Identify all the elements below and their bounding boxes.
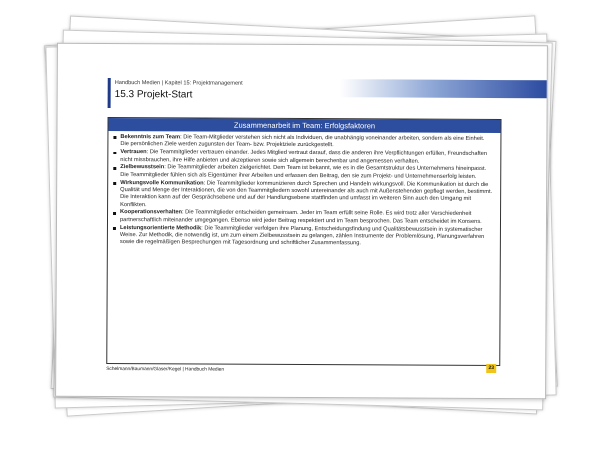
page-number-badge: 23 xyxy=(486,364,496,373)
item-term: Vertrauen xyxy=(120,149,147,156)
item-term: Zielbewusstsein xyxy=(120,164,165,171)
item-text: : Die Teammitglieder verfolgen ihre Planung, Entscheidungsfindung und Qualitätsbewusstsein in systematischer Weise. Zur Methodik, die notwendig ist, um zum einem Zielbewusstsein zu gelangen, zählen Instrumente der Problemlösung, Planungsverfahren sowie die regelmäßigen Besprechungen mit Tagesordnung und schriftlicher Zusammenfassung. xyxy=(119,225,485,247)
item-term: Wirkungsvolle Kommunikation xyxy=(120,179,204,187)
list-item xyxy=(120,164,493,181)
item-text: : Die Team-Mitglieder verstehen sich nicht als Individuen, die unabhängig voneinander arbeiten, sondern als eine Einheit. Die persönlichen Ziele werden zugunsten der Team- bzw. Projektziele zurückgestellt. xyxy=(120,134,485,149)
bullet-icon xyxy=(113,182,116,185)
bullet-icon xyxy=(113,152,116,155)
item-text: : Die Teammitglieder kommunizieren durch Sprechen und Handeln wirkungsvoll. Die Kommunikation ist durch die Qualität und Menge der Interaktionen, die von den Teammitgliedern sowohl untereinander als auch mit Außenstehenden gepflegt werden, bestimmt. Die Interaktion kann auf der Gesprächsebene und auf der Handlungsebene stattfinden und umfasst im weiteren Sinn auch den Umgang mit Konflikten. xyxy=(120,180,493,208)
content-box xyxy=(106,117,501,366)
breadcrumb: Handbuch Medien | Kapitel 15: Projektmanagement xyxy=(114,80,243,87)
bullet-icon xyxy=(113,136,116,139)
box-title: Zusammenarbeit im Team: Erfolgsfaktoren xyxy=(108,118,500,133)
item-text: : Die Teammitglieder vertrauen einander. Jedes Mitglied vertraut darauf, dass die anderen ihre Verpflichtungen erfüllen, Freundschaften nicht missbrauchen, ihre Hilfe anbieten und akzeptieren sowie sich allgemein berechenbar und angemessen verhalten. xyxy=(120,149,488,165)
header-accent-bar xyxy=(108,78,111,108)
item-term: Bekenntnis zum Team xyxy=(120,134,181,141)
bullet-icon xyxy=(113,227,116,230)
page-title: 15.3 Projekt-Start xyxy=(114,89,193,101)
item-term: Leistungsorientierte Methodik xyxy=(119,224,202,232)
factor-list xyxy=(108,131,501,249)
list-item xyxy=(120,149,493,166)
list-item xyxy=(120,134,493,151)
item-text: : Die Teammitglieder entscheiden gemeinsam. Jeder im Team erfüllt seine Rolle. Es wird trotz aller Verschiedenheit partnerschaftlich miteinander umgegangen. Ebenso wird jeder Beitrag respektiert und im Team besprochen. Das Team entscheidet im Konsens. xyxy=(119,209,482,225)
slide-page xyxy=(55,43,548,400)
slide-header xyxy=(108,78,548,110)
item-text: : Die Teammitglieder arbeiten zielgerichtet. Dem Team ist bekannt, wie es in die Gesamtstruktur des Unternehmens hineinpasst. Die Teammitglieder fühlen sich als Eigentümer ihrer Arbeiten und erfassen den Beitrag, den sie zum Projekt- und Unternehmenserfolg leisten. xyxy=(120,164,487,180)
list-item xyxy=(120,225,493,249)
header-gradient-band xyxy=(340,79,548,98)
list-item xyxy=(120,180,493,211)
list-item xyxy=(120,209,493,226)
footer-credit: Schelmann/Baumann/Glaser/Kegel | Handbuch Medien xyxy=(106,366,225,373)
bullet-icon xyxy=(113,212,116,215)
item-term: Kooperationsverhalten xyxy=(120,209,183,216)
bullet-icon xyxy=(113,167,116,170)
